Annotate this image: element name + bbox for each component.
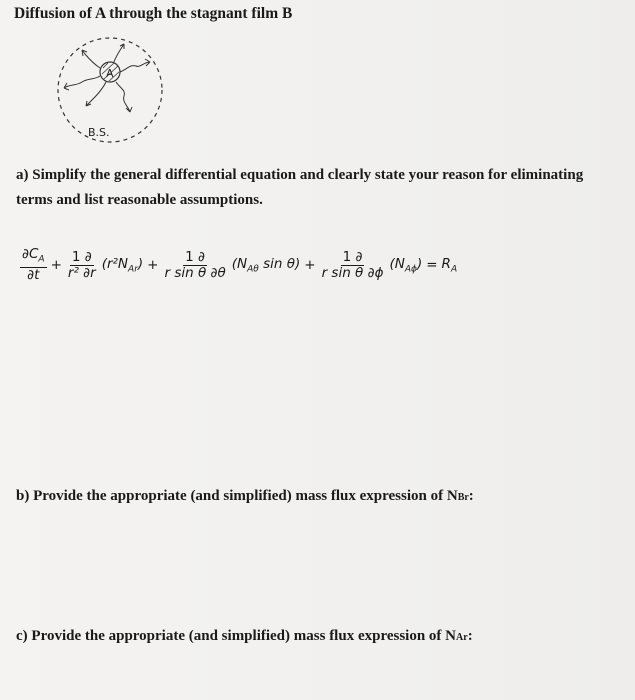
phi-flux-term: $(N_{A\phi})$: [389, 255, 423, 275]
flux-arrow: [114, 44, 124, 62]
plus-sign: +: [50, 257, 62, 273]
equals-sign: =: [426, 257, 438, 273]
plus-sign: +: [147, 257, 159, 273]
question-b: b) Provide the appropriate (and simplified) mass flux expression of NBr:: [16, 488, 474, 504]
time-derivative-term: $\frac{\partial C_A}{\partial t}$: [22, 245, 45, 284]
reaction-term: $R_A$: [441, 255, 458, 275]
flux-arrow: [116, 82, 132, 112]
particle-label: A: [106, 67, 114, 80]
theta-operator: $\frac{1 \partial}{\text{r sin θ ∂θ}}$: [164, 248, 226, 281]
flux-arrow: [64, 76, 100, 90]
question-c: c) Provide the appropriate (and simplified) mass flux expression of NAr:: [16, 628, 473, 644]
phi-operator: $\frac{1 \partial}{\text{r sin θ ∂ϕ}}$: [321, 248, 384, 281]
flux-arrow: [120, 59, 150, 72]
radial-flux-term: $(r^2N_{Ar})$: [101, 255, 144, 275]
flux-arrow: [82, 50, 100, 68]
flux-arrow: [86, 82, 106, 106]
theta-flux-term: ($N_{A\theta}$ sin θ): [231, 255, 301, 275]
plus-sign: +: [304, 257, 316, 273]
film-boundary: [58, 38, 162, 142]
page-title: Diffusion of A through the stagnant film B: [14, 5, 293, 22]
question-a: a) Simplify the general differential equation and clearly state your reason for eliminating terms and list reasonable assumptions.: [16, 167, 584, 208]
boundary-label: B.S.: [88, 126, 110, 139]
radial-operator: $\frac{1 \partial}{\text{r² ∂r}}$: [67, 248, 96, 281]
stagnant-film-sketch: [30, 28, 190, 148]
species-continuity-equation: [18, 244, 459, 286]
